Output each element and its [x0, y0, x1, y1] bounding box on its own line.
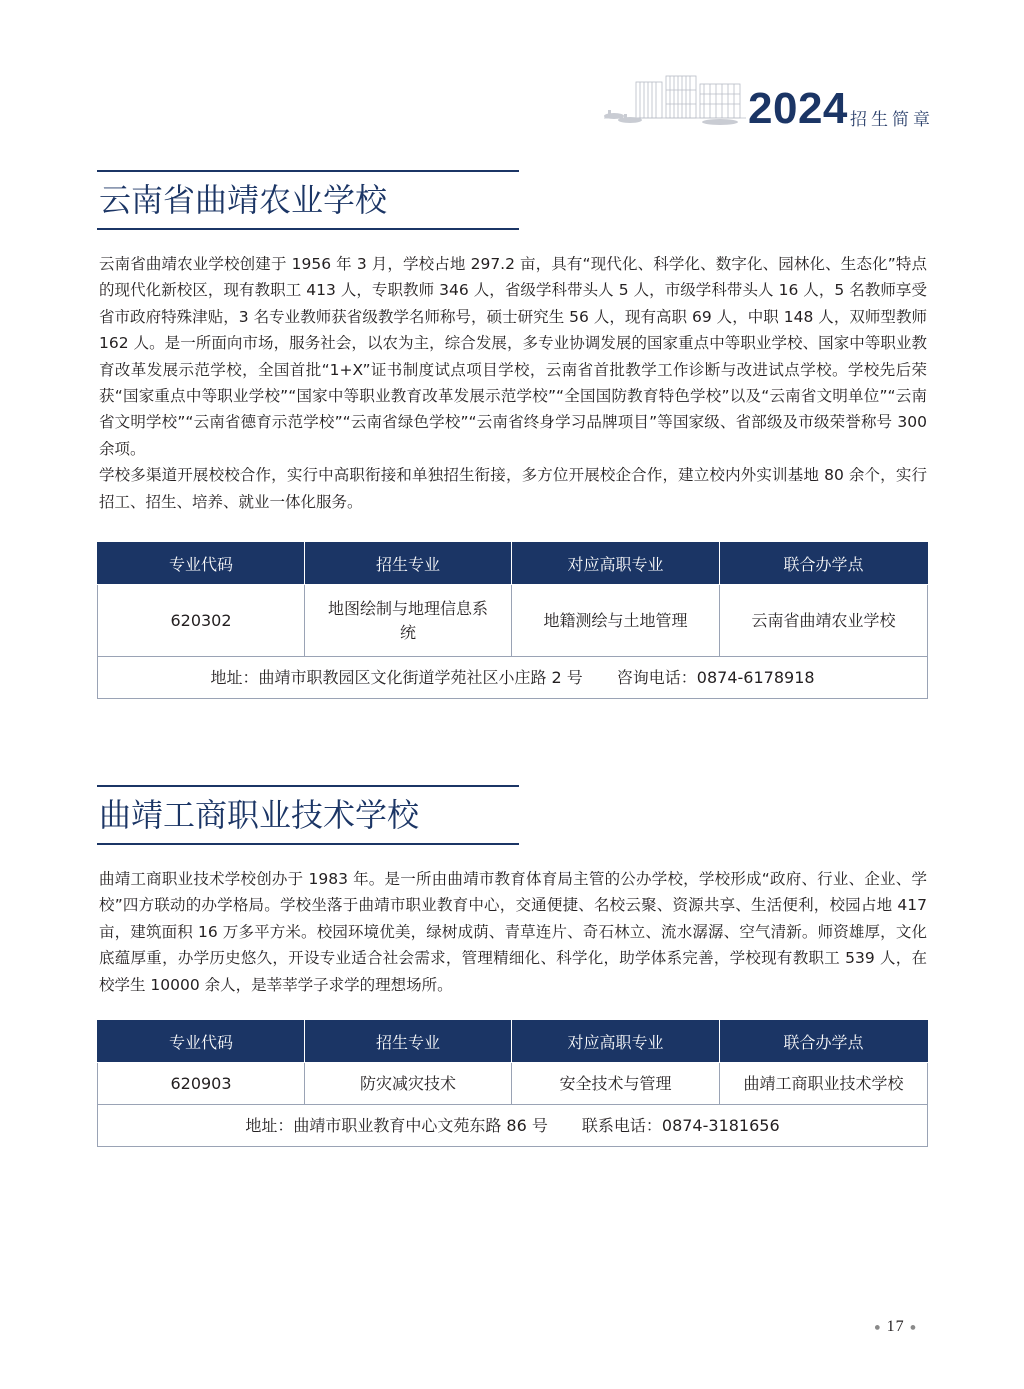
- table-header-row: [98, 1021, 928, 1063]
- bullet-dot-icon: ●: [874, 1321, 882, 1334]
- header-joint-site: 联合办学点: [720, 543, 928, 585]
- brochure-subtitle: 招生简章: [850, 110, 934, 130]
- description-paragraph: 学校多渠道开展校校合作，实行中高职衔接和单独招生衔接，多方位开展校企合作，建立校内外实训基地 80 余个，实行招工、招生、培养、就业一体化服务。: [99, 466, 927, 511]
- header-major-code: 专业代码: [98, 543, 305, 585]
- header-enroll-major: 招生专业: [305, 543, 512, 585]
- brochure-year: 2024: [748, 84, 848, 133]
- header-joint-site: 联合办学点: [720, 1021, 928, 1063]
- cell-higher-vocational-major: 安全技术与管理: [512, 1063, 720, 1105]
- cell-enroll-major: 防灾减灾技术: [305, 1063, 512, 1105]
- header-higher-vocational-major: 对应高职专业: [512, 543, 720, 585]
- page-header: [600, 70, 940, 136]
- school-title: 曲靖工商职业技术学校: [99, 796, 420, 834]
- bullet-dot-icon: ●: [909, 1321, 918, 1334]
- school-section-title-block: [97, 170, 519, 230]
- cell-joint-site: 曲靖工商职业技术学校: [720, 1063, 928, 1105]
- school-section-title-block: [97, 785, 519, 845]
- cell-enroll-major: 地图绘制与地理信息系统: [305, 585, 512, 657]
- cell-major-code: 620903: [98, 1063, 305, 1105]
- header-major-code: 专业代码: [98, 1021, 305, 1063]
- school-description: [99, 866, 927, 998]
- title-bottom-rule: [97, 843, 519, 845]
- address-cell: [98, 657, 928, 699]
- page-number-text: 17: [886, 1318, 905, 1335]
- school-title: 云南省曲靖农业学校: [99, 181, 388, 219]
- majors-table: [97, 542, 928, 699]
- address-row: [98, 1105, 928, 1147]
- description-paragraph: 曲靖工商职业技术学校创办于 1983 年。是一所由曲靖市教育体育局主管的公办学校，学校形成“政府、行业、企业、学校”四方联动的办学格局。学校坐落于曲靖市职业教育中心，交通便捷、名校云聚、资源共享、生活便利，校园占地 417 亩，建筑面积 16 万多平方米。校园环境优美，绿树成荫、青草连片、奇石林立、流水潺潺、空气清新。师资雄厚，文化底蕴厚重，办学历史悠久，开设专业适合社会需求，管理精细化、科学化，助学体系完善，学校现有教职工 539 人，在校学生 10000 余人，是莘莘学子求学的理想场所。: [99, 870, 927, 994]
- address-text: 地址：曲靖市职业教育中心文苑东路 86 号: [245, 1115, 548, 1135]
- description-paragraph: 云南省曲靖农业学校创建于 1956 年 3 月，学校占地 297.2 亩，具有“现代化、科学化、数字化、园林化、生态化”特点的现代化新校区，现有教职工 413 人，专职教师 346 人，省级学科带头人 5 人，市级学科带头人 16 人，5 名教师享受省市政府特殊津贴，3 名专业教师获省级教学名师称号，硕士研究生 56 人，现有高职 69 人，中职 148 人，双师型教师 162 人。是一所面向市场，服务社会，以农为主，综合发展，多专业协调发展的国家重点中等职业学校、国家中等职业教育改革发展示范学校，全国首批“1+X”证书制度试点项目学校，云南省首批教学工作诊断与改进试点学校。学校先后荣获“国家重点中等职业学校”“国家中等职业教育改革发展示范学校”“全国国防教育特色学校”以及“云南省文明单位”“云南省文明学校”“云南省德育示范学校”“云南省绿色学校”“云南省终身学习品牌项目”等国家级、省部级及市级荣誉称号 300 余项。: [99, 255, 927, 458]
- cell-higher-vocational-major: 地籍测绘与土地管理: [512, 585, 720, 657]
- address-text: 地址：曲靖市职教园区文化街道学苑社区小庄路 2 号: [210, 667, 583, 687]
- page-number: [874, 1318, 917, 1336]
- school-description: [99, 251, 927, 515]
- table-header-row: [98, 543, 928, 585]
- phone-text: 联系电话：0874-3181656: [581, 1115, 780, 1135]
- address-cell: [98, 1105, 928, 1147]
- campus-building-illustration: [600, 70, 750, 130]
- cell-joint-site: 云南省曲靖农业学校: [720, 585, 928, 657]
- majors-table: [97, 1020, 928, 1147]
- title-bottom-rule: [97, 228, 519, 230]
- phone-text: 咨询电话：0874-6178918: [616, 667, 815, 687]
- header-higher-vocational-major: 对应高职专业: [512, 1021, 720, 1063]
- address-row: [98, 657, 928, 699]
- cell-major-code: 620302: [98, 585, 305, 657]
- table-row: [98, 1063, 928, 1105]
- header-enroll-major: 招生专业: [305, 1021, 512, 1063]
- table-row: [98, 585, 928, 657]
